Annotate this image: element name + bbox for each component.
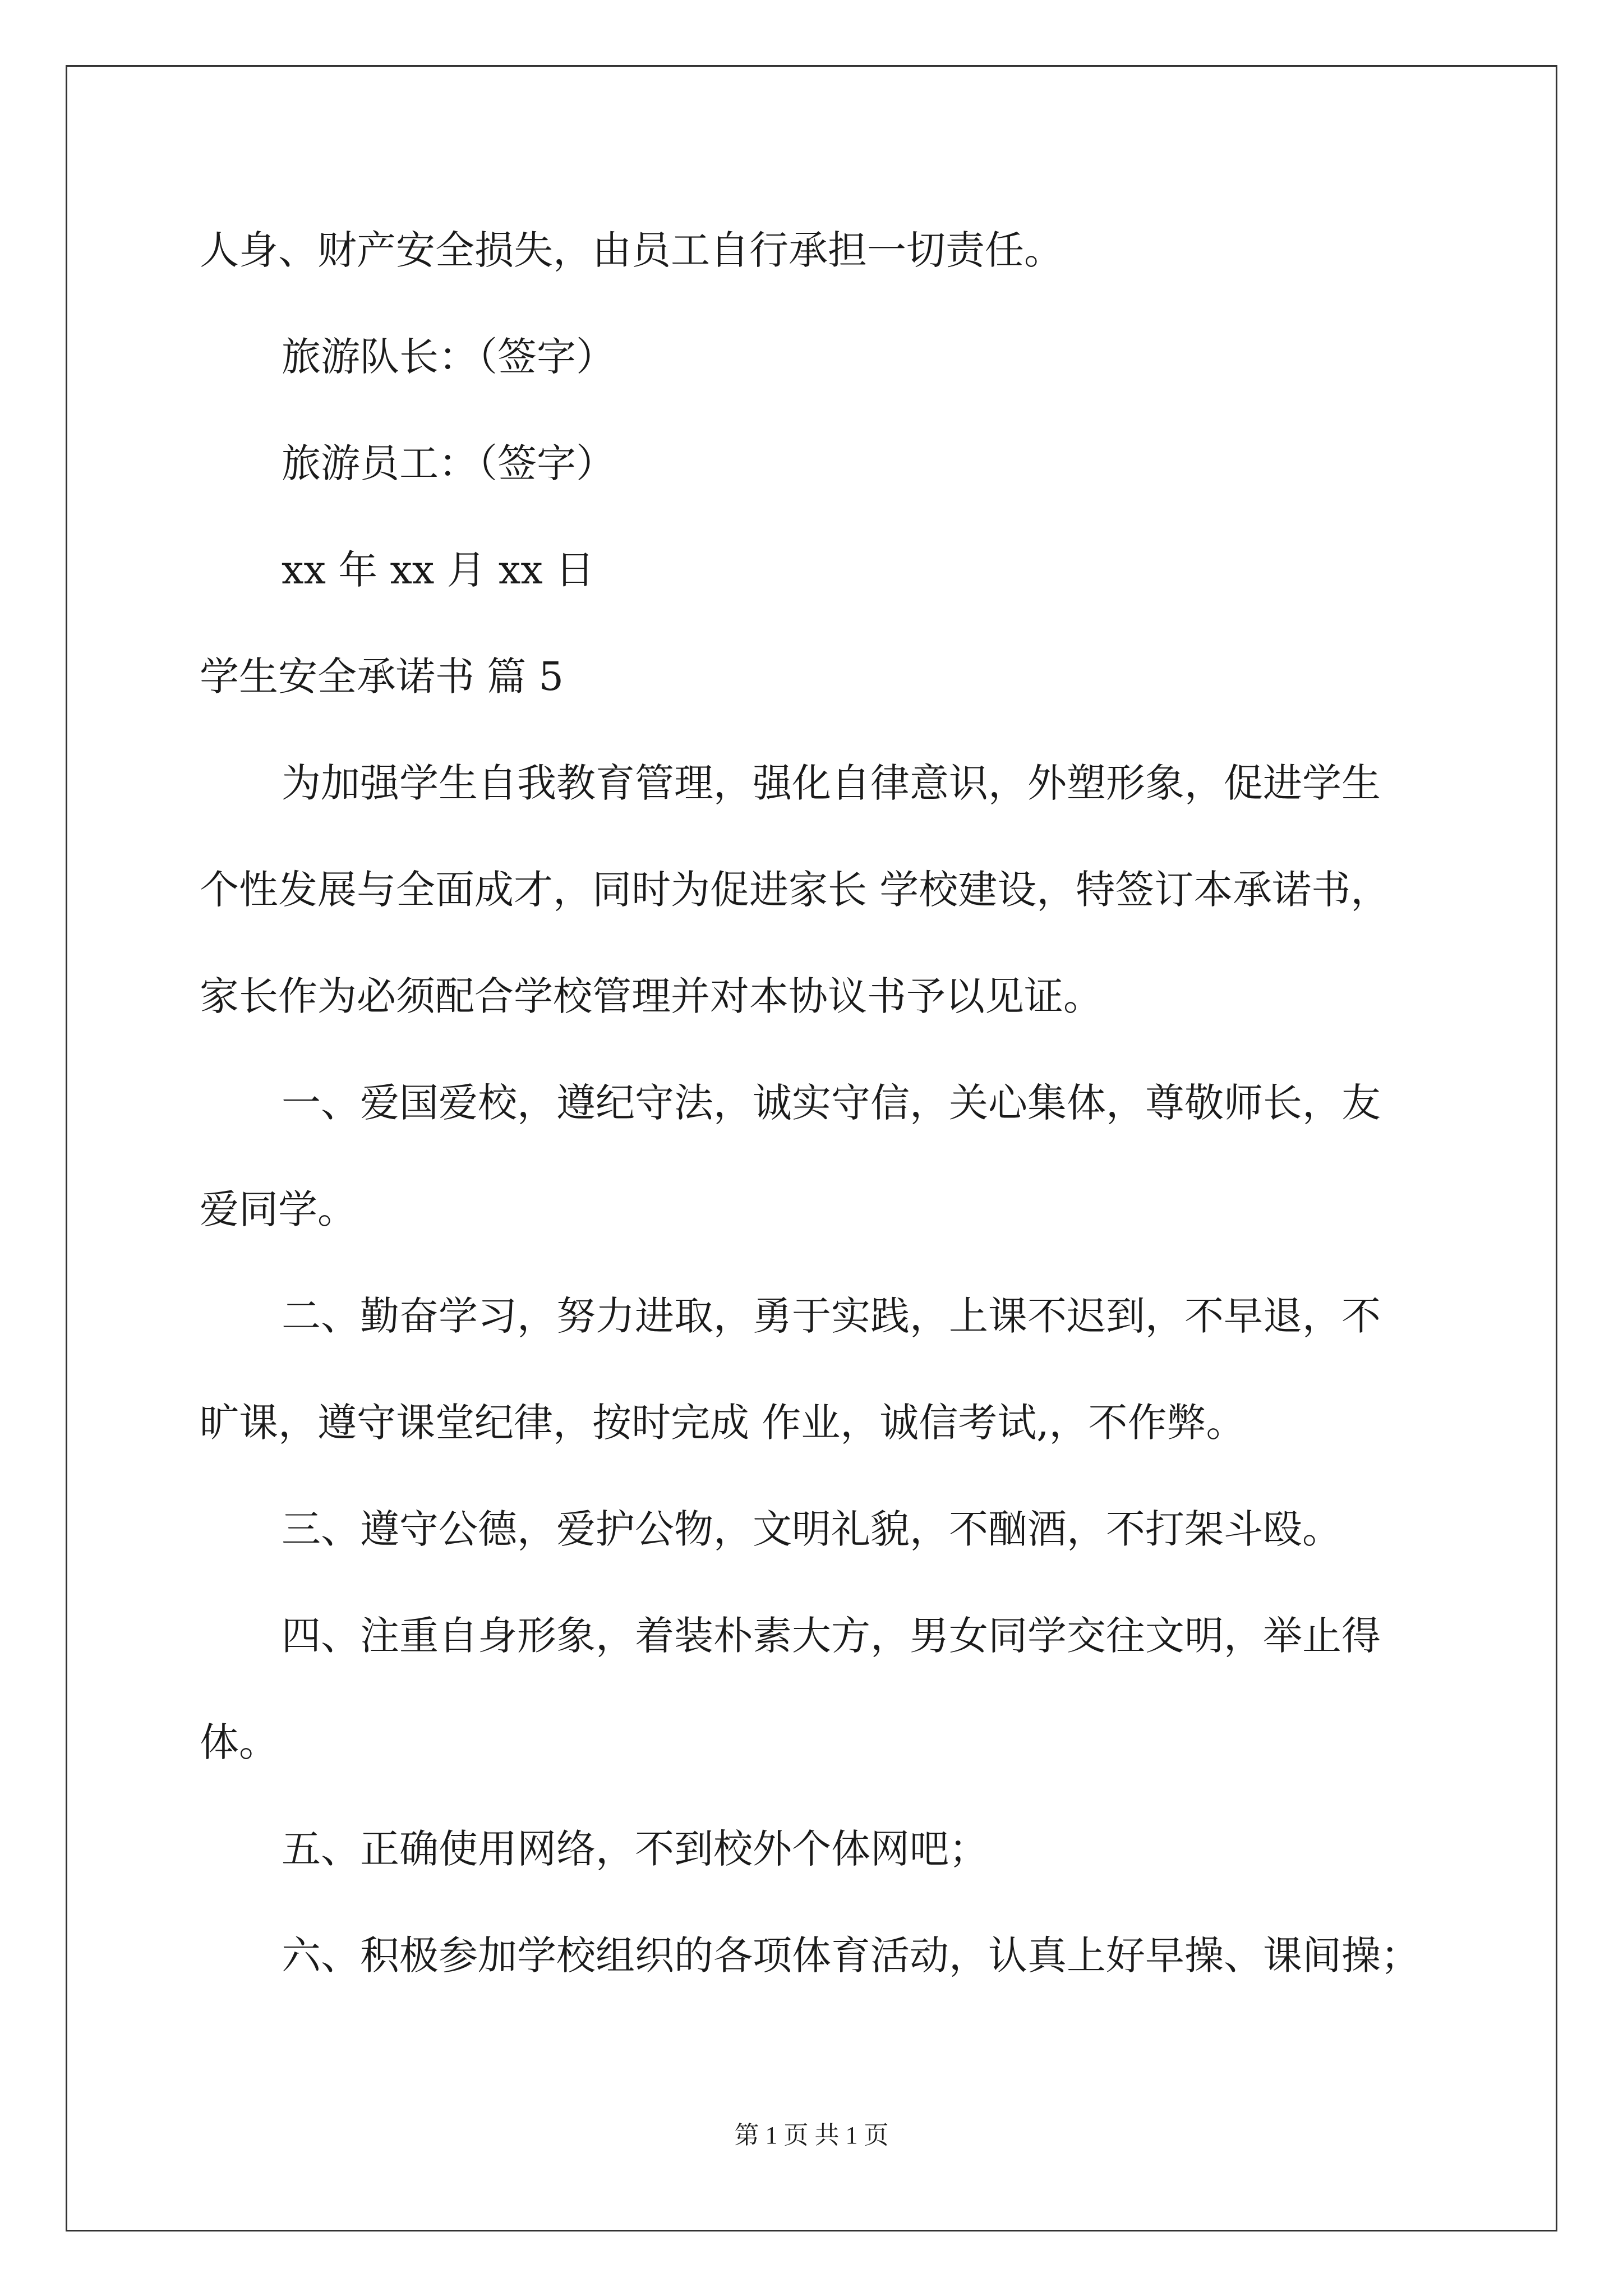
item-4-line-1: 四、注重自身形象，着装朴素大方，男女同学交往文明，举止得 bbox=[282, 1613, 1381, 1659]
item-1-line-2: 爱同学。 bbox=[200, 1186, 357, 1232]
item-5: 五、正确使用网络，不到校外个体网吧； bbox=[282, 1826, 988, 1872]
item-3: 三、遵守公德，爱护公物，文明礼貌，不酗酒，不打架斗殴。 bbox=[282, 1506, 1341, 1552]
intro-line-1: 为加强学生自我教育管理，强化自律意识，外塑形象，促进学生 bbox=[282, 760, 1381, 806]
item-4-line-2: 体。 bbox=[200, 1719, 278, 1765]
paragraph-continuation: 人身、财产安全损失，由员工自行承担一切责任。 bbox=[200, 227, 1063, 273]
page-footer: 第 1 页 共 1 页 bbox=[734, 2122, 889, 2149]
item-1-line-1: 一、爱国爱校，遵纪守法，诚实守信，关心集体，尊敬师长，友 bbox=[282, 1080, 1381, 1126]
signature-tour-staff: 旅游员工：（签字） bbox=[282, 440, 615, 486]
signature-tour-leader: 旅游队长：（签字） bbox=[282, 334, 615, 380]
section-heading: 学生安全承诺书 篇 5 bbox=[200, 654, 564, 700]
page-border bbox=[66, 65, 1557, 2231]
item-2-line-2: 旷课，遵守课堂纪律，按时完成 作业，诚信考试,，不作弊。 bbox=[200, 1400, 1246, 1446]
intro-line-2: 个性发展与全面成才，同时为促进家长 学校建设，特签订本承诺书， bbox=[200, 867, 1390, 913]
item-2-line-1: 二、勤奋学习，努力进取，勇于实践，上课不迟到，不早退，不 bbox=[282, 1293, 1381, 1339]
date-line: xx 年 xx 月 xx 日 bbox=[282, 547, 595, 593]
intro-line-3: 家长作为必须配合学校管理并对本协议书予以见证。 bbox=[200, 973, 1103, 1019]
item-6: 六、积极参加学校组织的各项体育活动，认真上好早操、课间操； bbox=[282, 1932, 1420, 1978]
